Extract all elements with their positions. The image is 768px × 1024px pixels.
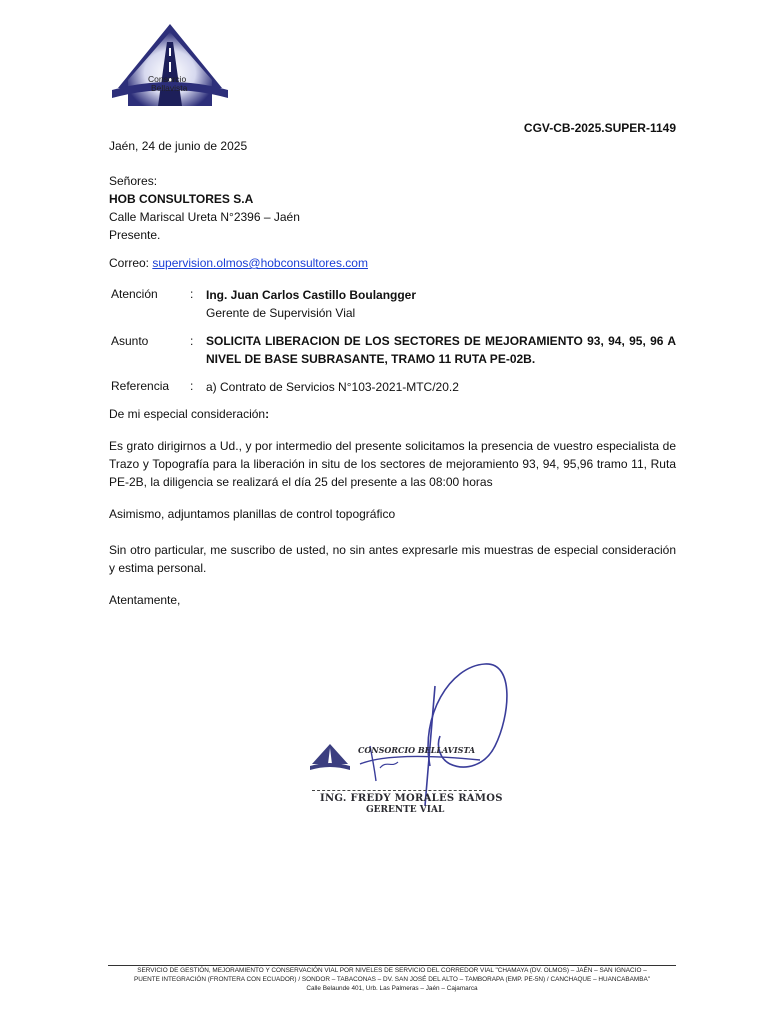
stamp-logo-icon [308, 742, 352, 774]
signature-rule [312, 790, 482, 791]
road-logo-icon [108, 18, 232, 118]
subject-text: SOLICITA LIBERACION DE LOS SECTORES DE MEJORAMIENTO 93, 94, 95, 96 A NIVEL DE BASE SUBRASANTE, TRAMO 11 RUTA PE-02B. [206, 334, 676, 366]
attention-name: Ing. Juan Carlos Castillo Boulangger [206, 288, 417, 302]
body-paragraph-1: Es grato dirigirnos a Ud., y por intermedio del presente solicitamos la presencia de vuestro especialista de Trazo y Topografía para la liberación in situ de los sectores de mejoramiento 93, 94, 95,96 tramo 11, Ruta PE-2B, la diligencia se realizará el día 25 del presente a las 08:00 horas [109, 439, 676, 489]
attention-label: Atención [111, 287, 158, 301]
closing: Atentamente, [109, 593, 181, 607]
document-number: CGV-CB-2025.SUPER-1149 [523, 121, 676, 135]
attention-colon: : [190, 287, 194, 301]
greeting [109, 405, 269, 423]
presente-line: Presente. [109, 228, 161, 242]
signer-name: ING. FREDY MORALES RAMOS [320, 793, 503, 804]
greeting-text: De mi especial consideración [109, 407, 266, 421]
company-logo [108, 18, 232, 118]
email-link[interactable]: supervision.olmos@hobconsultores.com [152, 256, 368, 270]
footer [108, 966, 676, 993]
date-line: Jaén, 24 de junio de 2025 [109, 139, 248, 153]
svg-text:Consorcio: Consorcio [148, 74, 187, 84]
signer-role: GERENTE VIAL [366, 805, 445, 815]
reference-colon: : [190, 379, 194, 393]
subject-colon: : [190, 334, 194, 348]
footer-line-1: SERVICIO DE GESTIÓN, MEJORAMIENTO Y CONSERVACIÓN VIAL POR NIVELES DE SERVICIO DEL CORREDOR VIAL "CHAMAYA (DV. OLMOS) – JAÉN – SAN IGNACIO – [137, 967, 647, 974]
recipient-company: HOB CONSULTORES S.A [109, 192, 254, 206]
footer-line-2: PUENTE INTEGRACIÓN (FRONTERA CON ECUADOR) / SONDOR – TABACONAS – DV. SAN JOSÉ DEL ALTO – TAMBORAPA (EMP. PE-5N) / CANCHAQUE – HUANCABAMBA" [133, 976, 651, 983]
body-paragraph-2: Asimismo, adjuntamos planillas de control topográfico [109, 507, 396, 521]
email-line [109, 254, 368, 272]
email-label: Correo: [109, 256, 153, 270]
salutation: Señores: [109, 174, 158, 188]
body-paragraph-3: Sin otro particular, me suscribo de usted, no sin antes expresarle mis muestras de especial consideración y estima personal. [109, 543, 676, 575]
greeting-colon: : [265, 407, 270, 421]
attention-role: Gerente de Supervisión Vial [206, 306, 356, 320]
subject-label: Asunto [111, 334, 149, 348]
recipient-address: Calle Mariscal Ureta N°2396 – Jaén [109, 210, 300, 224]
svg-text:Bellavista: Bellavista [151, 83, 188, 93]
stamp-brand: CONSORCIO BELLAVISTA [358, 745, 476, 755]
reference-label: Referencia [111, 379, 170, 393]
footer-line-3: Calle Belaunde 401, Urb. Las Palmeras – Jaén – Cajamarca [306, 985, 478, 992]
reference-text: a) Contrato de Servicios N°103-2021-MTC/20.2 [206, 380, 459, 394]
